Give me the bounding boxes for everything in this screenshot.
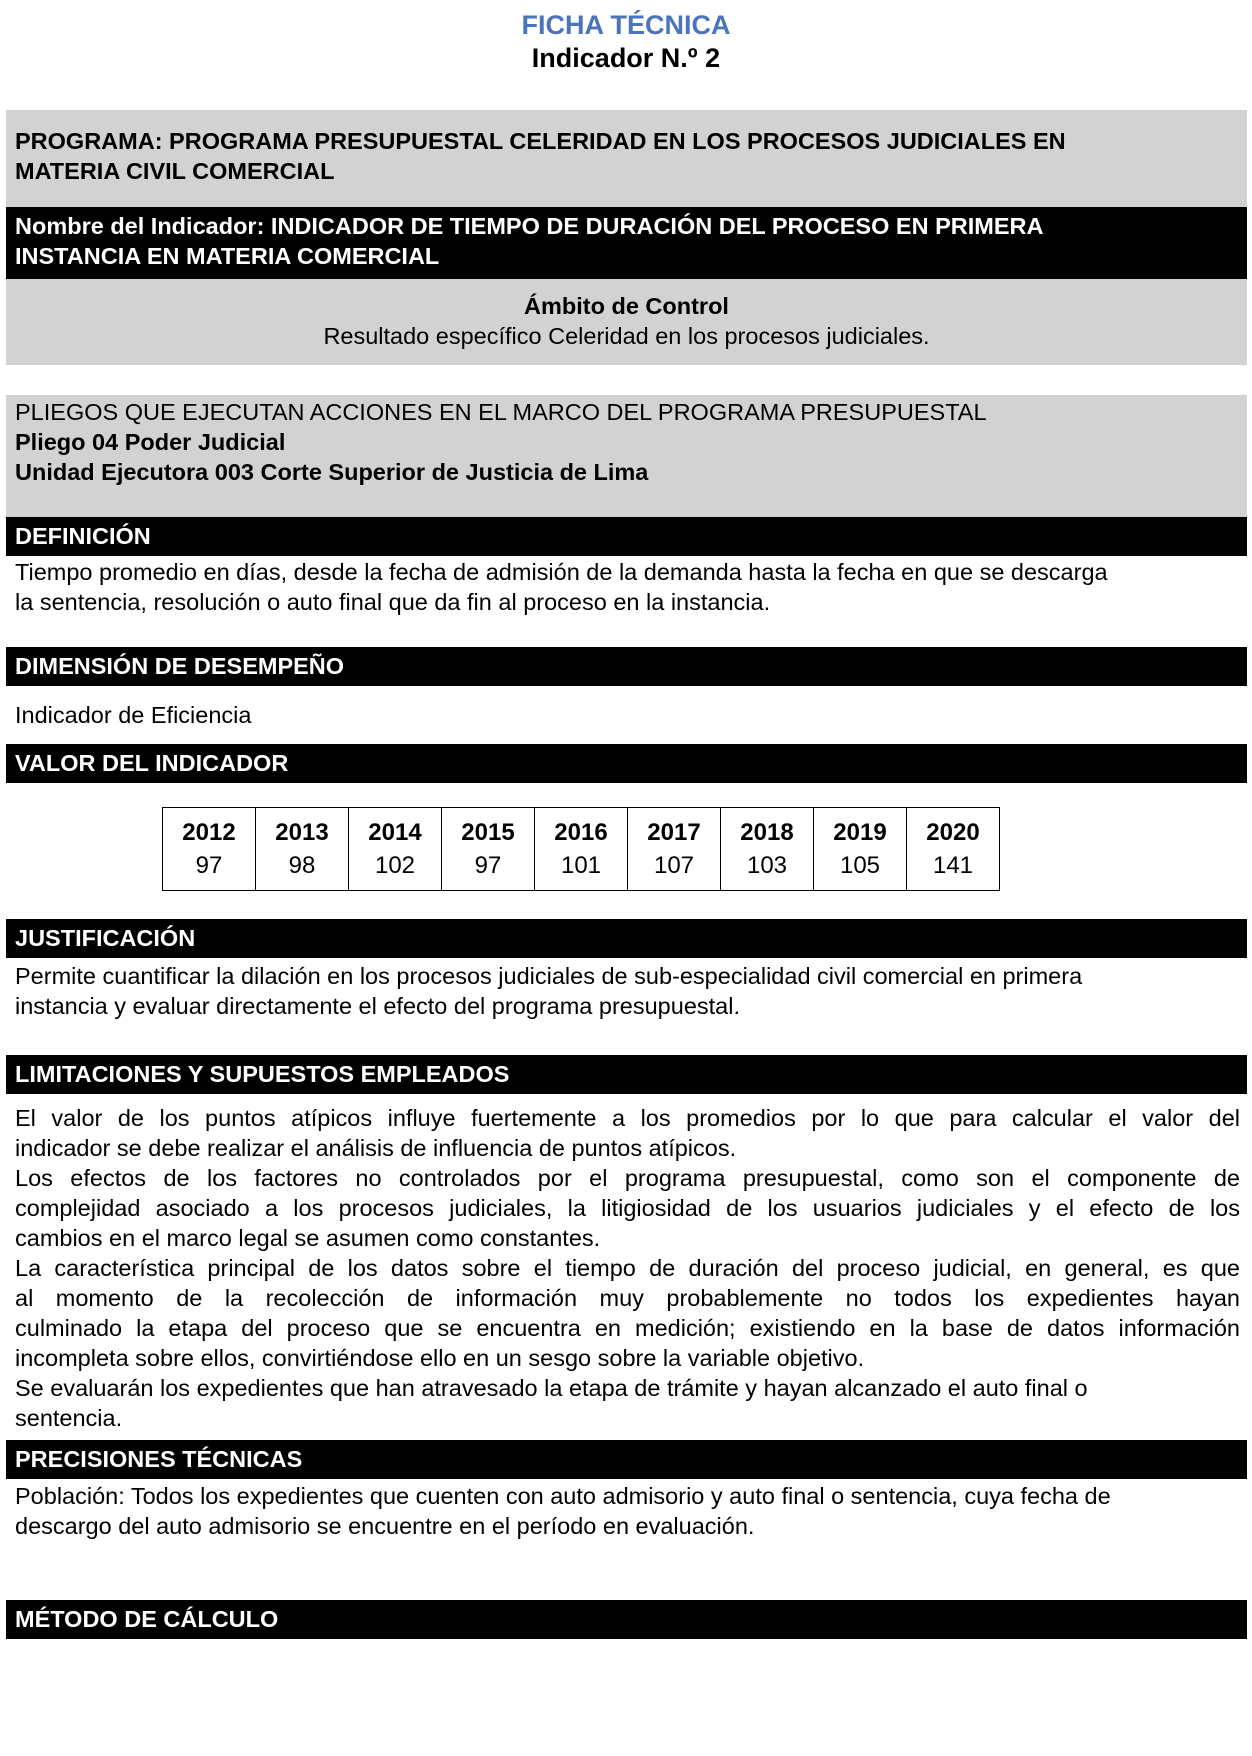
indicator-name-line-1: Nombre del Indicador: INDICADOR DE TIEMPO DE DURACIÓN DEL PROCESO EN PRIMERA: [15, 213, 1044, 239]
definicion-heading: DEFINICIÓN: [6, 517, 1247, 556]
justificacion-heading: JUSTIFICACIÓN: [6, 919, 1247, 958]
precisiones-heading: PRECISIONES TÉCNICAS: [6, 1440, 1247, 1479]
limitaciones-line: culminado la etapa del proceso que se encuentra en medición; existiendo en la base de datos información: [15, 1315, 1240, 1341]
precisiones-text: [15, 1481, 1240, 1541]
definicion-line-2: la sentencia, resolución o auto final que da fin al proceso en la instancia.: [15, 589, 771, 615]
limitaciones-line: La característica principal de los datos sobre el tiempo de duración del proceso judicial, en general, es que: [15, 1255, 1240, 1281]
programa-line-1: PROGRAMA: PROGRAMA PRESUPUESTAL CELERIDAD EN LOS PROCESOS JUDICIALES EN: [15, 128, 1066, 154]
justificacion-line-2: instancia y evaluar directamente el efecto del programa presupuestal.: [15, 993, 740, 1019]
value-cell: 98: [256, 851, 349, 891]
value-cell: 102: [349, 851, 442, 891]
limitaciones-heading: LIMITACIONES Y SUPUESTOS EMPLEADOS: [6, 1055, 1247, 1094]
year-cell: 2015: [442, 808, 535, 851]
indicator-number: Indicador N.º 2: [531, 43, 721, 73]
definicion-text: [15, 557, 1240, 617]
year-cell: 2014: [349, 808, 442, 851]
unidad-ejecutora: Unidad Ejecutora 003 Corte Superior de Justicia de Lima: [15, 459, 649, 485]
justificacion-line-1: Permite cuantificar la dilación en los procesos judiciales de sub-especialidad civil comercial en primera: [15, 963, 1083, 989]
limitaciones-line: indicador se debe realizar el análisis de influencia de puntos atípicos.: [15, 1135, 737, 1161]
pliego-name: Pliego 04 Poder Judicial: [15, 429, 286, 455]
limitaciones-line: al momento de la recolección de información muy probablemente no todos los expedientes hayan: [15, 1285, 1240, 1311]
programa-line-2: MATERIA CIVIL COMERCIAL: [15, 158, 335, 184]
years-row: [163, 808, 1000, 851]
year-cell: 2020: [907, 808, 1000, 851]
dimension-value: Indicador de Eficiencia: [15, 702, 252, 728]
dimension-heading: DIMENSIÓN DE DESEMPEÑO: [6, 647, 1247, 686]
value-cell: 101: [535, 851, 628, 891]
precisiones-line-1: Población: Todos los expedientes que cuenten con auto admisorio y auto final o sentencia, cuya fecha de: [15, 1483, 1111, 1509]
pliegos-section: [6, 395, 1247, 517]
limitaciones-line: incompleta sobre ellos, convirtiéndose ello en un sesgo sobre la variable objetivo.: [15, 1345, 865, 1371]
value-cell: 105: [814, 851, 907, 891]
pliegos-heading: PLIEGOS QUE EJECUTAN ACCIONES EN EL MARCO DEL PROGRAMA PRESUPUESTAL: [15, 399, 987, 425]
justificacion-text: [15, 961, 1240, 1021]
programa-section: [6, 110, 1247, 207]
limitaciones-line: complejidad asociado a los procesos judiciales, la litigiosidad de los usuarios judiciales y el efecto de los: [15, 1195, 1240, 1221]
indicator-values-table: [162, 807, 1000, 891]
limitaciones-line: El valor de los puntos atípicos influye fuertemente a los promedios por lo que para calcular el valor del: [15, 1105, 1240, 1131]
ambito-label: Ámbito de Control: [524, 293, 729, 319]
ambito-value: Resultado específico Celeridad en los procesos judiciales.: [323, 323, 930, 349]
year-cell: 2013: [256, 808, 349, 851]
limitaciones-text: [15, 1103, 1240, 1433]
definicion-line-1: Tiempo promedio en días, desde la fecha de admisión de la demanda hasta la fecha en que se descarga: [15, 559, 1108, 585]
year-cell: 2012: [163, 808, 256, 851]
limitaciones-line: Se evaluarán los expedientes que han atravesado la etapa de trámite y hayan alcanzado el auto final o: [15, 1375, 1088, 1401]
values-row: [163, 851, 1000, 891]
indicator-name-section: [6, 207, 1247, 279]
value-cell: 103: [721, 851, 814, 891]
year-cell: 2017: [628, 808, 721, 851]
value-cell: 97: [442, 851, 535, 891]
limitaciones-line: cambios en el marco legal se asumen como constantes.: [15, 1225, 601, 1251]
metodo-heading: MÉTODO DE CÁLCULO: [6, 1600, 1247, 1639]
limitaciones-line: Los efectos de los factores no controlados por el programa presupuestal, como son el componente de: [15, 1165, 1240, 1191]
valor-heading: VALOR DEL INDICADOR: [6, 744, 1247, 783]
document-title: FICHA TÉCNICA: [521, 10, 731, 40]
ambito-section: [6, 279, 1247, 365]
year-cell: 2016: [535, 808, 628, 851]
value-cell: 141: [907, 851, 1000, 891]
year-cell: 2019: [814, 808, 907, 851]
value-cell: 97: [163, 851, 256, 891]
value-cell: 107: [628, 851, 721, 891]
year-cell: 2018: [721, 808, 814, 851]
precisiones-line-2: descargo del auto admisorio se encuentre en el período en evaluación.: [15, 1513, 755, 1539]
indicator-name-line-2: INSTANCIA EN MATERIA COMERCIAL: [15, 243, 440, 269]
limitaciones-line: sentencia.: [15, 1405, 123, 1431]
